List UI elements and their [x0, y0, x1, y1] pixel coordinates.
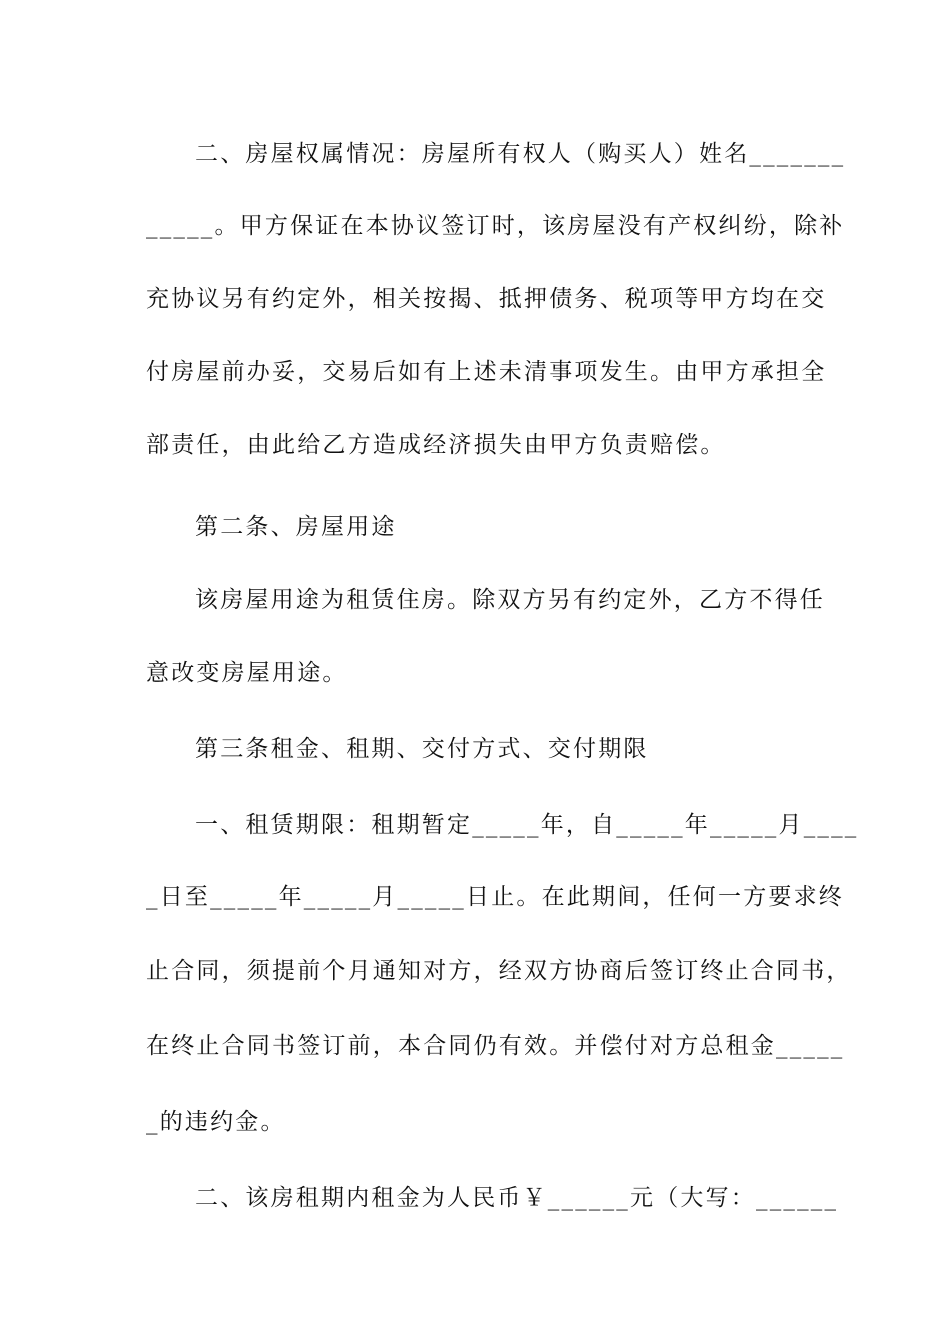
- text-line-12: 止合同，须提前个月通知对方，经双方协商后签订终止合同书，: [146, 958, 852, 984]
- text-line-11: _日至_____年_____月_____日止。在此期间，任何一方要求终: [146, 884, 844, 910]
- text-line-5: 部责任，由此给乙方造成经济损失由甲方负责赔偿。: [146, 432, 726, 458]
- text-line-13: 在终止合同书签订前，本合同仍有效。并偿付对方总租金_____: [146, 1033, 845, 1059]
- text-line-14: _的违约金。: [146, 1109, 286, 1135]
- text-line-8: 意改变房屋用途。: [146, 660, 348, 686]
- text-line-2: _____。甲方保证在本协议签订时，该房屋没有产权纠纷，除补: [146, 213, 845, 239]
- text-line-15: 二、该房租期内租金为人民币￥______元（大写：______: [195, 1185, 839, 1211]
- text-line-4: 付房屋前办妥，交易后如有上述未清事项发生。由甲方承担全: [146, 359, 827, 385]
- text-line-10: 一、租赁期限：租期暂定_____年，自_____年_____月____: [195, 812, 859, 838]
- section-heading-3: 第三条租金、租期、交付方式、交付期限: [195, 736, 649, 762]
- text-line-7: 该房屋用途为租赁住房。除双方另有约定外，乙方不得任: [195, 587, 825, 613]
- text-line-1: 二、房屋权属情况：房屋所有权人（购买人）姓名_______: [195, 141, 846, 167]
- section-heading-2: 第二条、房屋用途: [195, 514, 397, 540]
- text-line-3: 充协议另有约定外，相关按揭、抵押债务、税项等甲方均在交: [146, 286, 827, 312]
